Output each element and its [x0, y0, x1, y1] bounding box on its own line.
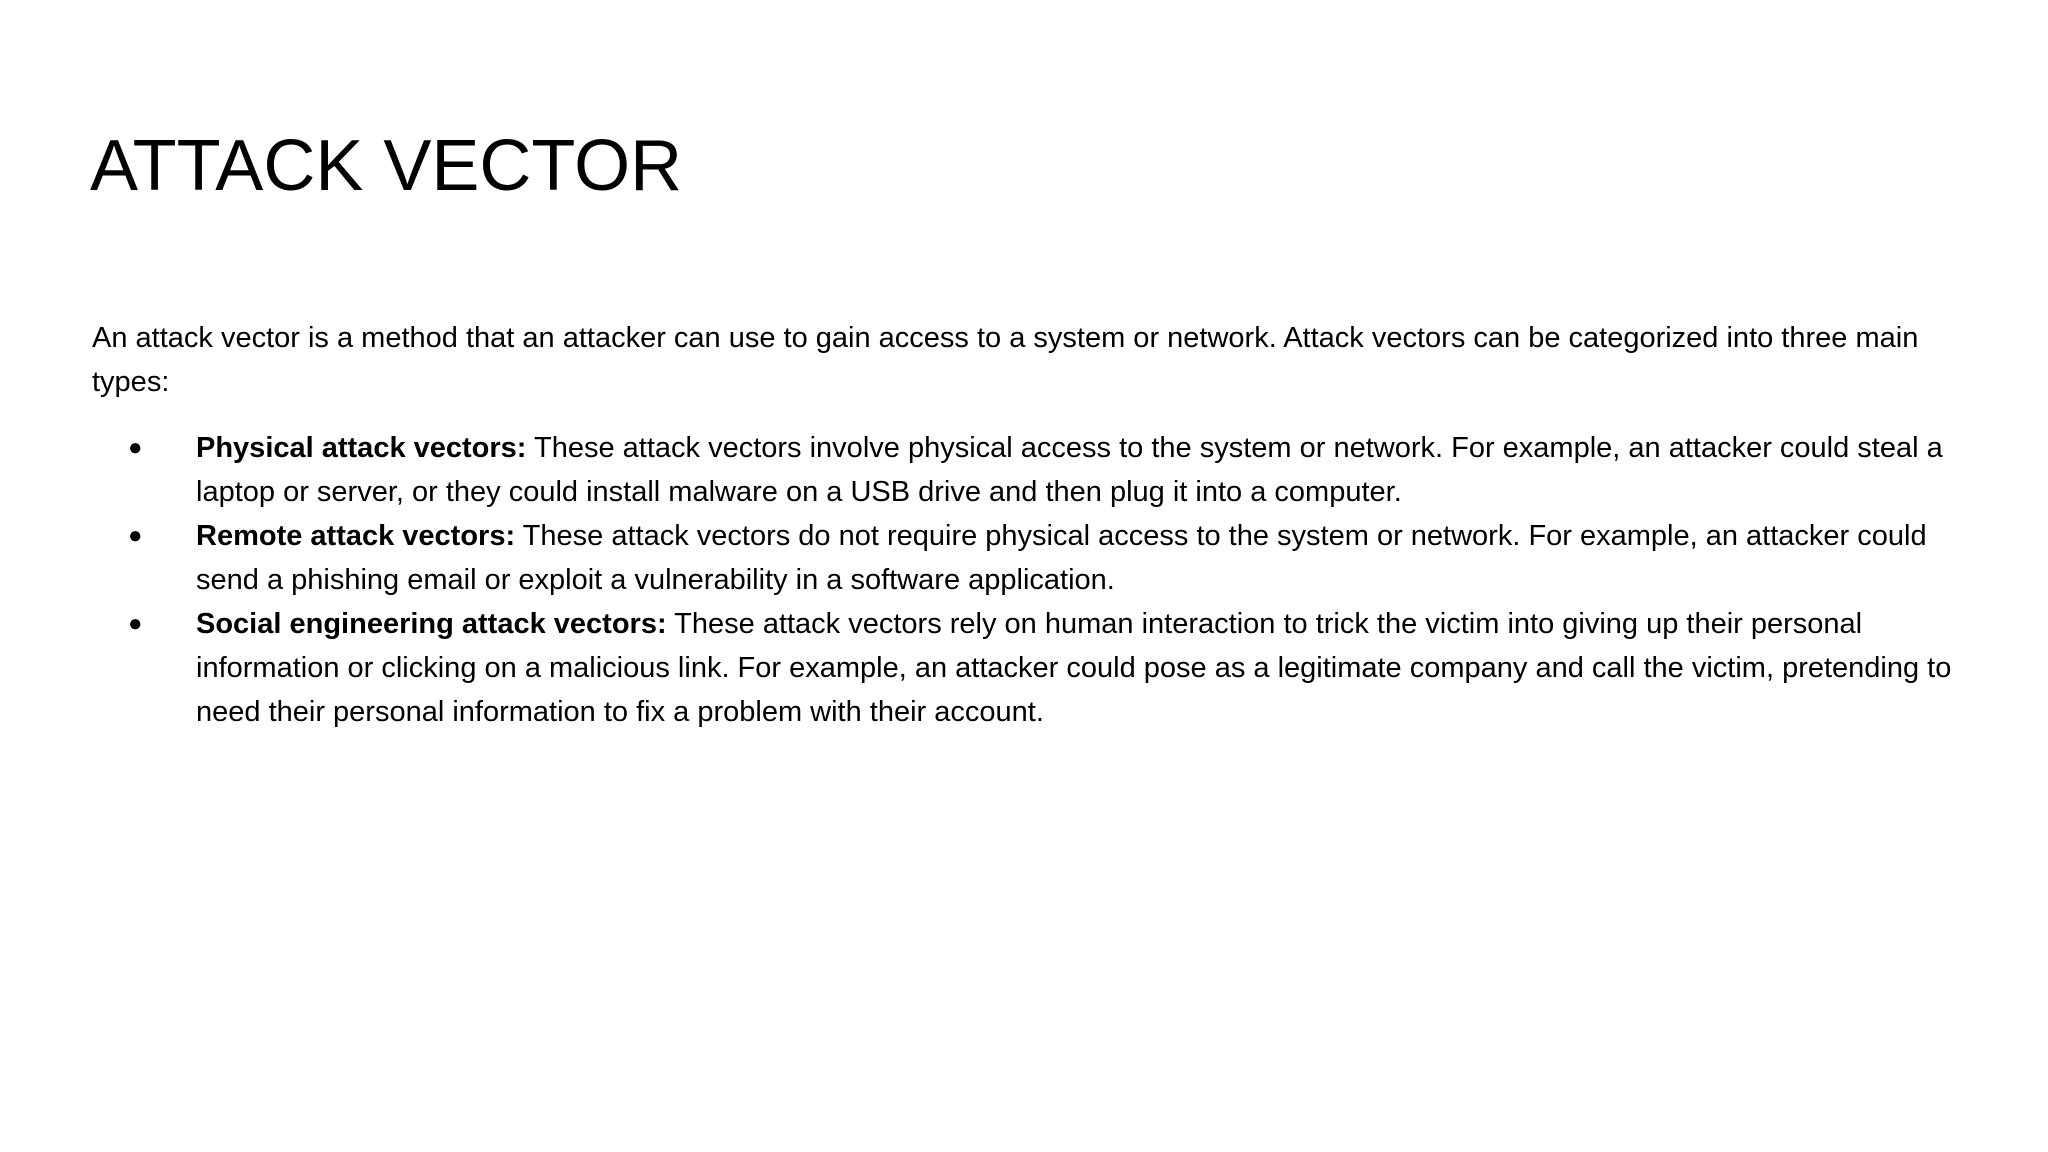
- bullet-text: These attack vectors involve physical access to the system or network. For example, an attacker could steal a laptop or server, or they could install malware on a USB drive and then plug it into a computer.: [196, 432, 1943, 508]
- slide-title: ATTACK VECTOR: [90, 126, 683, 206]
- bullet-label: Physical attack vectors:: [196, 432, 527, 464]
- bullet-list: [92, 426, 1972, 734]
- bullet-item-remote: [92, 514, 1972, 602]
- bullet-label: Remote attack vectors:: [196, 520, 516, 552]
- slide-body: [92, 316, 1972, 734]
- bullet-icon: ●: [128, 522, 143, 549]
- bullet-item-social-engineering: [92, 602, 1972, 734]
- bullet-text: These attack vectors rely on human interaction to trick the victim into giving up their personal information or clicking on a malicious link. For example, an attacker could pose as a legitimate company and call the victim, pretending to need their personal information to fix a problem with their account.: [196, 608, 1952, 728]
- bullet-label: Social engineering attack vectors:: [196, 608, 667, 640]
- bullet-icon: ●: [128, 434, 143, 461]
- bullet-text: These attack vectors do not require physical access to the system or network. For example, an attacker could send a phishing email or exploit a vulnerability in a software application.: [196, 520, 1927, 596]
- bullet-icon: ●: [128, 610, 143, 637]
- intro-paragraph: An attack vector is a method that an attacker can use to gain access to a system or network. Attack vectors can be categorized into three main types:: [92, 322, 1919, 398]
- bullet-item-physical: [92, 426, 1972, 514]
